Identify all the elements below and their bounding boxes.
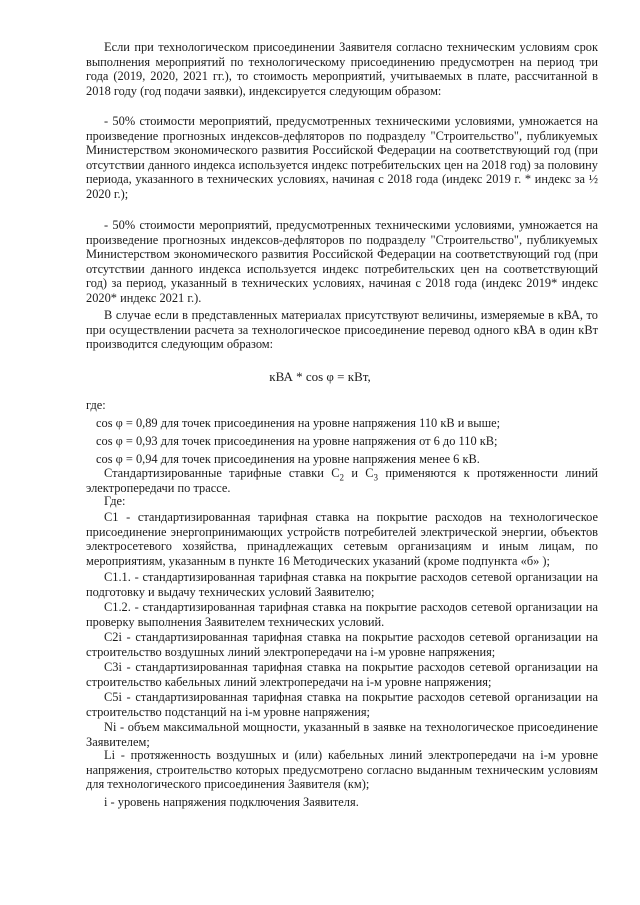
cos-phi-below-6kv: cos φ = 0,94 для точек присоединения на уровне напряжения менее 6 кВ. (96, 452, 480, 466)
definition-c1-2: С1.2. - стандартизированная тарифная ставка на покрытие расходов сетевой организации на проверку выполнения Заявителем технических условий. (86, 600, 598, 629)
conversion-formula: кВА * cos φ = кВт, (269, 369, 371, 384)
tariff-text-mid: и С (344, 466, 374, 480)
definition-c1: С1 - стандартизированная тарифная ставка на покрытие расходов на технологическое присоединение энергопринимающих устройств потребителей электрической энергии, объектов электросетевого хозяйства, принадлежащих сетевым организациям и иным лицам, по мероприятиям, указанным в пункте 16 Методических указаний (кроме подпункта «б» ); (86, 510, 598, 568)
tariff-sub-3: 3 (373, 472, 379, 483)
definition-c2i: С2i - стандартизированная тарифная ставка на покрытие расходов сетевой организации на строительство воздушных линий электропередачи на i-м уровне напряжения; (86, 630, 598, 659)
definition-c5i: С5i - стандартизированная тарифная ставка на покрытие расходов сетевой организации на строительство подстанций на i-м уровне напряжения; (86, 690, 598, 719)
paragraph-indexation-intro: Если при технологическом присоединении Заявителя согласно техническим условиям срок выполнения мероприятий по технологическому присоединению предусмотрен на период три года (2019, 2020, 2021 гг.), то стоимость мероприятий, учитываемых в плате, рассчитанной в 2018 году (год подачи заявки), индексируется следующим образом: (86, 40, 598, 98)
definition-i: i - уровень напряжения подключения Заявителя. (104, 795, 359, 809)
cos-phi-110kv: cos φ = 0,89 для точек присоединения на уровне напряжения 110 кВ и выше; (96, 416, 501, 430)
paragraph-tariff-rates (86, 466, 598, 495)
definition-li: Li - протяженность воздушных и (или) кабельных линий электропередачи на i-м уровне напряжения, строительство которых предусмотрено согласно выданным техническим условиям для технологического присоединения Заявителя (км); (86, 748, 598, 792)
where-label-2: Где: (104, 494, 126, 508)
paragraph-half-period: - 50% стоимости мероприятий, предусмотренных техническими условиями, умножается на произведение прогнозных индексов-дефляторов по подразделу "Строительство", публикуемых Министерством экономического развития Российской Федерации на соответствующий год (при отсутствии данного индекса используется индекс потребительских цен на 2018 год) за половину периода, указанного в технических условиях, начиная с 2018 года (индекс 2019 г. * индекс за ½ 2020 г.); (86, 114, 598, 201)
tariff-text-after: применяются к протяженности линий электропередачи по трассе. (86, 466, 598, 495)
definition-ni: Ni - объем максимальной мощности, указанный в заявке на технологическое присоединение Заявителем; (86, 720, 598, 749)
tariff-sub-2: 2 (339, 472, 345, 483)
cos-phi-6-110kv: cos φ = 0,93 для точек присоединения на уровне напряжения от 6 до 110 кВ; (96, 434, 498, 448)
definition-c3i: С3i - стандартизированная тарифная ставка на покрытие расходов сетевой организации на строительство кабельных линий электропередачи на i-м уровне напряжения; (86, 660, 598, 689)
paragraph-full-period: - 50% стоимости мероприятий, предусмотренных техническими условиями, умножается на произведение прогнозных индексов-дефляторов по подразделу "Строительство", публикуемых Министерством экономического развития Российской Федерации на соответствующий год (при отсутствии данного индекса используется индекс потребительских цен на соответствующий год) за период, указанный в технических условиях, начиная с 2018 года (индекс 2019* индекс 2020* индекс 2021 г.). (86, 218, 598, 305)
definition-c1-1: С1.1. - стандартизированная тарифная ставка на покрытие расходов сетевой организации на подготовку и выдачу технических условий Заявителю; (86, 570, 598, 599)
where-label: где: (86, 398, 106, 412)
paragraph-kva-conversion: В случае если в представленных материалах присутствуют величины, измеряемые в кВА, то при осуществлении расчета за технологическое присоединение перевод одного кВА в один кВт производится следующим образом: (86, 308, 598, 352)
tariff-text-before: Стандартизированные тарифные ставки С (104, 466, 340, 480)
